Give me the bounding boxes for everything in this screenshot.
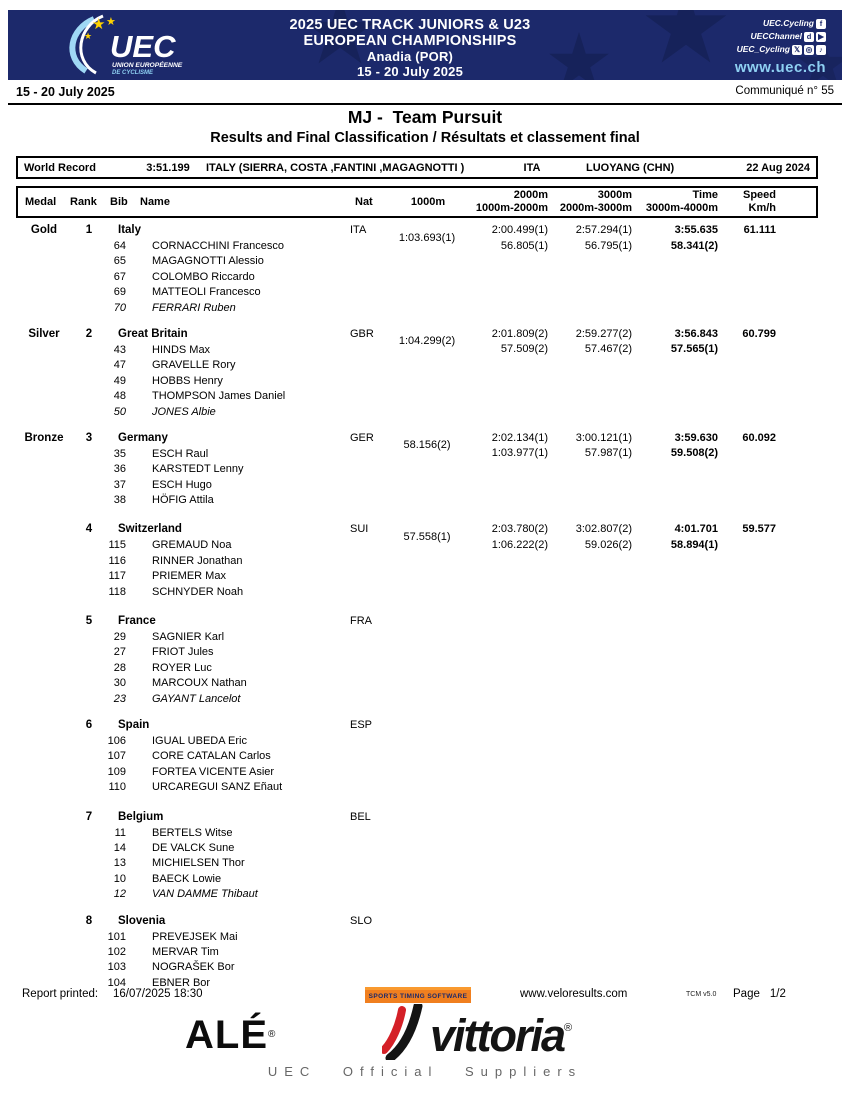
rider-bib: 117 — [108, 570, 126, 583]
rider-bib: 43 — [113, 343, 126, 356]
rider-bib: 29 — [113, 631, 126, 644]
star-icon: ★ — [84, 31, 93, 41]
rider-bib: 48 — [113, 390, 126, 403]
team-name: Spain — [118, 718, 150, 731]
nation-code: SLO — [350, 914, 373, 927]
registered-mark-icon: ® — [564, 1022, 573, 1034]
star-icon: ★ — [92, 16, 106, 33]
medal-label — [16, 913, 72, 930]
social-links-block — [735, 17, 826, 76]
date-range: 15 - 20 July 2025 — [16, 85, 115, 99]
lap-1000-2000: 1:03.977(1) — [491, 447, 548, 460]
final-time: 3:56.843 — [674, 327, 718, 340]
rider-name: VAN DAMME Thibaut — [152, 888, 258, 901]
rider-name: MARCOUX Nathan — [152, 677, 247, 690]
ale-logo-text: ALÉ — [185, 1013, 268, 1057]
team-block — [16, 913, 818, 992]
split-2000m: 2:02.134(1) — [491, 431, 548, 444]
rider-row — [16, 945, 818, 960]
split-3000m: 3:00.121(1) — [575, 431, 632, 444]
rider-bib: 10 — [113, 872, 126, 885]
vittoria-logo — [382, 1002, 572, 1060]
rider-row — [16, 254, 818, 269]
social-row — [735, 43, 826, 56]
split-2000m: 2:00.499(1) — [491, 224, 548, 236]
rider-bib: 118 — [108, 585, 126, 598]
rider-name: RINNER Jonathan — [152, 554, 243, 567]
split-1000m: 58.156(2) — [403, 439, 451, 452]
rider-row — [16, 358, 818, 373]
speed-value: 61.111 — [743, 224, 776, 236]
rider-name: SAGNIER Karl — [152, 631, 225, 644]
rider-name: GAYANT Lancelot — [152, 692, 241, 705]
rider-bib: 115 — [108, 539, 126, 552]
world-record-time: 3:51.199 — [146, 161, 190, 174]
rider-name: PREVEJSEK Mai — [152, 930, 238, 943]
split-2000m: 2:03.780(2) — [491, 523, 548, 536]
rider-name: MATTEOLI Francesco — [152, 286, 261, 299]
team-name: Germany — [118, 431, 168, 444]
medal-label — [16, 613, 72, 630]
page-title: MJ - Team Pursuit — [347, 107, 503, 127]
star-icon: ★ — [106, 16, 116, 28]
rider-bib: 109 — [107, 765, 126, 778]
rider-bib: 36 — [113, 463, 126, 476]
rider-row — [16, 780, 818, 795]
team-name: Great Britain — [118, 327, 188, 340]
results-table-header — [16, 186, 818, 218]
rider-row — [16, 630, 818, 645]
medal-label — [16, 717, 72, 734]
rider-row — [16, 462, 818, 477]
rider-bib: 64 — [113, 240, 126, 252]
split-3000m: 2:59.277(2) — [575, 327, 632, 340]
rider-bib: 14 — [113, 841, 126, 854]
date-communique-row — [16, 85, 834, 99]
rider-bib: 50 — [113, 405, 126, 418]
uec-official-suppliers-text: UEC Official Suppliers — [267, 1064, 583, 1079]
rank-value: 8 — [85, 914, 93, 927]
rider-name: ESCH Hugo — [152, 478, 212, 491]
team-block — [16, 222, 818, 316]
team-block — [16, 326, 818, 420]
team-name: Slovenia — [118, 914, 166, 927]
col-header-2000m: 2000m — [513, 189, 548, 201]
rider-name: CORE CATALAN Carlos — [152, 750, 271, 763]
social-row — [735, 30, 826, 43]
rider-row — [16, 872, 818, 887]
vittoria-logo-text: vittoria — [430, 1010, 565, 1061]
lap-3000-4000: 59.508(2) — [670, 447, 718, 460]
rider-row — [16, 960, 818, 975]
speed-value: 60.092 — [742, 431, 776, 444]
rider-bib: 101 — [107, 930, 126, 943]
final-time: 3:55.635 — [674, 224, 718, 236]
rider-bib: 23 — [113, 692, 126, 705]
nation-code: SUI — [350, 523, 369, 536]
rider-row — [16, 585, 818, 600]
rider-name: BAECK Lowie — [152, 872, 222, 885]
rider-name: NOGRAŠEK Bor — [152, 961, 235, 974]
rider-bib: 106 — [107, 734, 126, 747]
speed-value: 60.799 — [742, 327, 776, 340]
rider-bib: 37 — [113, 478, 126, 491]
rider-row — [16, 887, 818, 902]
rider-row — [16, 478, 818, 493]
horizontal-rule — [8, 103, 842, 105]
rider-bib: 13 — [113, 857, 126, 870]
page-label: Page — [733, 988, 760, 1000]
rider-name: KARSTEDT Lenny — [152, 463, 244, 476]
rider-row — [16, 856, 818, 871]
rider-name: HÖFIG Attila — [152, 494, 214, 507]
medal-label — [16, 521, 72, 538]
x-icon: 𝕏 — [793, 44, 801, 54]
lap-1000-2000: 56.805(1) — [500, 239, 548, 252]
rider-row — [16, 270, 818, 285]
report-printed-label: Report printed: — [22, 988, 99, 1000]
col-header-kmh: Km/h — [748, 202, 776, 214]
team-block — [16, 809, 818, 903]
rider-bib: 65 — [113, 255, 126, 268]
medal-label: Silver — [28, 327, 60, 340]
rider-bib: 28 — [113, 661, 126, 674]
page-value: 1/2 — [769, 988, 786, 1000]
team-name: Belgium — [118, 810, 164, 823]
nation-code: GBR — [350, 327, 374, 340]
facebook-icon: f — [816, 19, 826, 29]
rider-row — [16, 826, 818, 841]
col-header-3000m: 3000m — [597, 189, 632, 201]
rider-name: MERVAR Tim — [152, 945, 219, 958]
medal-label — [16, 809, 72, 826]
social-label: UEC.Cycling — [762, 18, 814, 28]
nation-code: FRA — [350, 615, 372, 628]
rider-bib: 107 — [107, 750, 126, 763]
lap-2000-3000: 59.026(2) — [584, 538, 632, 551]
team-name: France — [118, 615, 156, 628]
rider-row — [16, 645, 818, 660]
uec-logo — [54, 13, 269, 77]
medal-label: Bronze — [24, 431, 64, 444]
rider-name: MAGAGNOTTI Alessio — [152, 255, 264, 268]
rider-row — [16, 661, 818, 676]
col-header-3000-4000: 3000m-4000m — [645, 202, 718, 214]
lap-2000-3000: 57.987(1) — [584, 447, 632, 460]
world-record-label: World Record — [24, 161, 96, 174]
page-indicator — [733, 988, 786, 1000]
tiktok-icon: ♪ — [816, 45, 826, 55]
rider-bib: 69 — [113, 286, 126, 299]
rider-row — [16, 554, 818, 569]
rider-name: IGUAL UBEDA Eric — [152, 734, 247, 747]
rider-row — [16, 374, 818, 389]
rider-row — [16, 765, 818, 780]
team-name: Italy — [118, 224, 142, 236]
rider-row — [16, 841, 818, 856]
rider-bib: 103 — [107, 961, 126, 974]
col-header-bib: Bib — [110, 196, 128, 208]
rider-name: FORTEA VICENTE Asier — [152, 765, 275, 778]
rider-row — [16, 405, 818, 420]
final-time: 4:01.701 — [674, 523, 718, 536]
col-header-1000-2000: 1000m-2000m — [475, 202, 548, 214]
split-2000m: 2:01.809(2) — [491, 327, 548, 340]
lap-2000-3000: 57.467(2) — [584, 343, 632, 356]
team-block — [16, 430, 818, 509]
team-block — [16, 717, 818, 796]
team-name: Switzerland — [118, 523, 182, 536]
social-label: UEC_Cycling — [736, 44, 790, 54]
registered-mark-icon: ® — [268, 1029, 277, 1040]
world-record-venue: LUOYANG (CHN) — [586, 161, 675, 174]
lap-1000-2000: 1:06.222(2) — [491, 538, 548, 551]
uec-website-link: www.uec.ch — [734, 59, 826, 76]
social-label: UECChannel — [750, 31, 802, 41]
rider-bib: 47 — [113, 359, 126, 372]
header-banner — [8, 10, 842, 80]
rider-row — [16, 749, 818, 764]
split-1000m: 1:04.299(2) — [398, 335, 456, 348]
rank-value: 7 — [85, 810, 93, 823]
rider-row — [16, 692, 818, 707]
instagram-icon: ◎ — [805, 44, 813, 54]
col-header-time: Time — [692, 189, 718, 201]
rider-name: FERRARI Ruben — [152, 301, 236, 314]
rider-bib: 35 — [113, 447, 126, 460]
split-3000m: 2:57.294(1) — [575, 224, 632, 236]
lap-3000-4000: 58.894(1) — [670, 538, 718, 551]
nation-code: BEL — [350, 810, 371, 823]
rider-row — [16, 285, 818, 300]
page-subtitle: Results and Final Classification / Résultats et classement final — [210, 130, 640, 146]
dailymotion-icon: d — [804, 32, 814, 42]
rider-name: GRAVELLE Rory — [152, 359, 236, 372]
team-block — [16, 521, 818, 600]
rider-bib: 12 — [113, 888, 126, 901]
speed-value: 59.577 — [742, 523, 776, 536]
event-venue: Anadia (POR) — [366, 49, 454, 64]
report-printed-timestamp: 16/07/2025 18:30 — [113, 988, 203, 1000]
rider-row — [16, 389, 818, 404]
sports-timing-software-badge: SPORTS TIMING SOFTWARE — [365, 987, 471, 1003]
rider-bib: 110 — [108, 781, 126, 794]
rider-row — [16, 734, 818, 749]
world-record-holder: ITALY (SIERRA, COSTA ,FANTINI ,MAGAGNOTTI ) — [206, 161, 465, 174]
rider-bib: 116 — [108, 554, 126, 567]
rider-bib: 27 — [113, 646, 126, 659]
team-header-row — [16, 717, 818, 734]
banner-star-decoration — [644, 10, 728, 70]
rider-name: THOMPSON James Daniel — [152, 390, 286, 403]
nation-code: ITA — [350, 224, 367, 236]
rider-name: HOBBS Henry — [152, 374, 223, 387]
event-dates: 15 - 20 July 2025 — [356, 64, 464, 79]
split-1000m: 57.558(1) — [403, 530, 451, 543]
rider-name: MICHIELSEN Thor — [152, 857, 245, 870]
rider-row — [16, 493, 818, 508]
rider-name: GREMAUD Noa — [152, 539, 232, 552]
lap-2000-3000: 56.795(1) — [584, 239, 632, 252]
rider-row — [16, 676, 818, 691]
rider-row — [16, 301, 818, 316]
col-header-medal: Medal — [25, 196, 57, 208]
tcm-version: TCM v5.0 — [686, 991, 717, 998]
rider-bib: 38 — [113, 494, 126, 507]
team-block — [16, 613, 818, 707]
team-header-row — [16, 809, 818, 826]
col-header-2000-3000: 2000m-3000m — [559, 202, 632, 214]
rider-bib: 11 — [114, 826, 126, 839]
rider-name: URCAREGUI SANZ Eñaut — [152, 781, 283, 794]
rank-value: 1 — [85, 224, 93, 236]
lap-3000-4000: 58.341(2) — [670, 239, 718, 252]
youtube-icon: ▶ — [816, 32, 826, 42]
rider-name: BERTELS Witse — [152, 826, 233, 839]
uec-logo-text: UEC — [110, 29, 176, 64]
rider-name: JONES Albie — [152, 405, 216, 418]
col-header-name: Name — [140, 196, 170, 208]
rider-bib: 104 — [107, 976, 126, 989]
world-record-date: 22 Aug 2024 — [746, 161, 810, 174]
rider-name: CORNACCHINI Francesco — [152, 240, 285, 252]
veloresults-website: www.veloresults.com — [520, 988, 628, 1000]
team-header-row — [16, 613, 818, 630]
results-list — [16, 222, 818, 1004]
uec-logo-sub1: UNION EUROPÉENNE — [112, 62, 183, 69]
world-record-nation: ITA — [523, 161, 541, 174]
col-header-1000m: 1000m — [410, 196, 446, 208]
col-header-speed: Speed — [742, 189, 776, 201]
event-title-line: 2025 UEC TRACK JUNIORS & U23 — [289, 17, 531, 33]
col-header-rank: Rank — [70, 196, 97, 208]
uec-crescent-icon — [72, 19, 94, 71]
rider-row — [16, 930, 818, 945]
col-header-nat: Nat — [355, 196, 373, 208]
nation-code: GER — [350, 431, 374, 444]
rank-value: 5 — [85, 615, 93, 628]
social-rows — [735, 17, 826, 56]
lap-1000-2000: 57.509(2) — [500, 343, 548, 356]
uec-logo-sub2: DE CYCLISME — [112, 70, 154, 76]
rider-name: HINDS Max — [152, 343, 211, 356]
rider-name: ROYER Luc — [152, 661, 212, 674]
rider-name: FRIOT Jules — [152, 646, 214, 659]
rider-bib: 30 — [113, 677, 126, 690]
vittoria-v-icon — [382, 1004, 430, 1060]
final-time: 3:59.630 — [674, 431, 718, 444]
social-row — [735, 17, 826, 30]
medal-label: Gold — [30, 224, 58, 236]
ale-logo — [185, 1015, 276, 1055]
rider-name: COLOMBO Riccardo — [152, 270, 255, 283]
event-title-block — [238, 17, 582, 79]
rider-name: EBNER Bor — [152, 976, 211, 989]
lap-3000-4000: 57.565(1) — [670, 343, 718, 356]
split-1000m: 1:03.693(1) — [398, 231, 456, 244]
rank-value: 4 — [85, 523, 93, 536]
split-3000m: 3:02.807(2) — [575, 523, 632, 536]
nation-code: ESP — [350, 718, 373, 731]
event-title-line: EUROPEAN CHAMPIONSHIPS — [303, 33, 517, 49]
rider-name: ESCH Raul — [152, 447, 209, 460]
team-header-row — [16, 913, 818, 930]
rider-bib: 102 — [107, 945, 126, 958]
rank-value: 3 — [85, 431, 93, 444]
rank-value: 6 — [85, 718, 93, 731]
rider-name: SCHNYDER Noah — [152, 585, 244, 598]
rider-name: DE VALCK Sune — [152, 841, 235, 854]
rank-value: 2 — [85, 327, 93, 340]
rider-row — [16, 569, 818, 584]
rider-bib: 70 — [113, 301, 126, 314]
rider-bib: 67 — [113, 270, 126, 283]
rider-bib: 49 — [113, 374, 126, 387]
world-record-bar — [16, 156, 818, 179]
rider-name: PRIEMER Max — [152, 570, 226, 583]
communique-number: Communiqué n° 55 — [735, 85, 834, 97]
